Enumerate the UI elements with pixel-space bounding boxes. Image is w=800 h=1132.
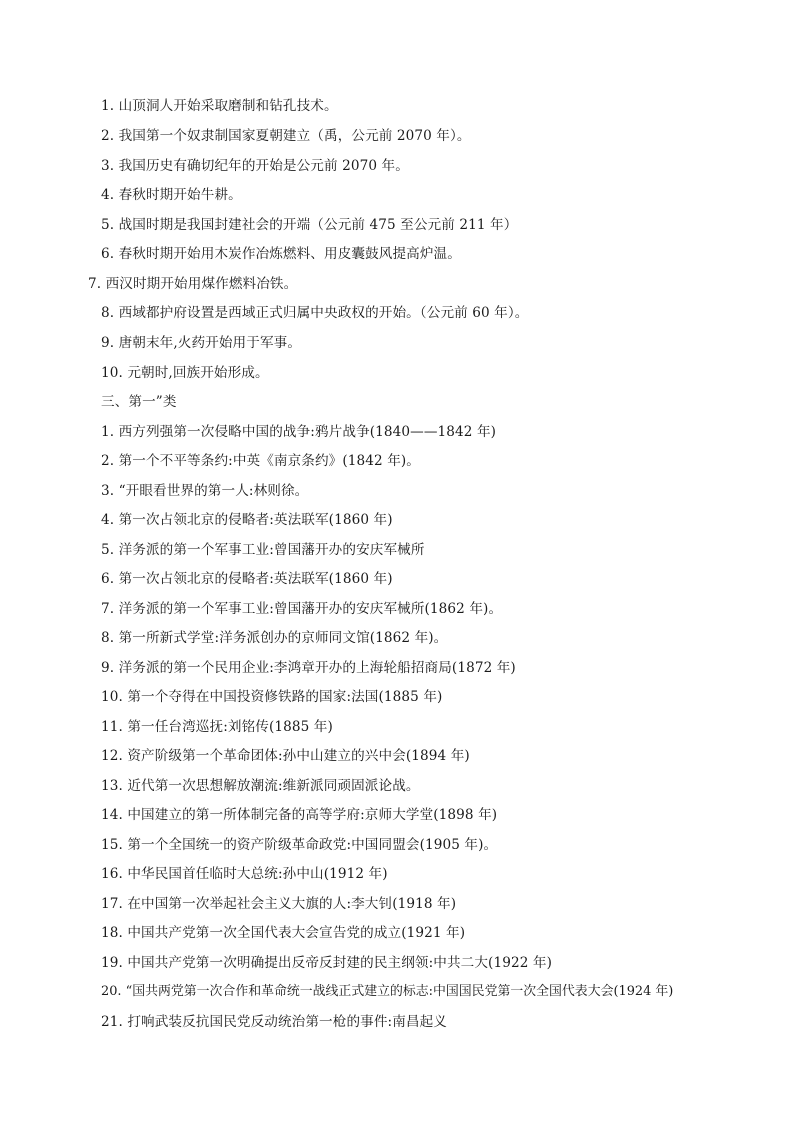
list-item: 3. 我国历史有确切纪年的开始是公元前 2070 年。 xyxy=(101,158,409,174)
list-item: 9. 洋务派的第一个民用企业:李鸿章开办的上海轮船招商局(1872 年) xyxy=(101,660,516,676)
list-item: 11. 第一任台湾巡抚:刘铭传(1885 年) xyxy=(101,719,333,735)
list-item: 5. 战国时期是我国封建社会的开端（公元前 475 至公元前 211 年） xyxy=(101,217,518,233)
list-item: 16. 中华民国首任临时大总统:孙中山(1912 年) xyxy=(101,866,388,882)
list-item: 2. 我国第一个奴隶制国家夏朝建立（禹，公元前 2070 年）。 xyxy=(101,128,471,144)
list-item: 15. 第一个全国统一的资产阶级革命政党:中国同盟会(1905 年)。 xyxy=(101,837,498,853)
list-item: 8. 西域都护府设置是西域正式归属中央政权的开始。（公元前 60 年）。 xyxy=(101,305,529,321)
list-item: 18. 中国共产党第一次全国代表大会宣告党的成立(1921 年) xyxy=(101,925,466,941)
list-item: 20. “国共两党第一次合作和革命统一战线正式建立的标志:中国国民党第一次全国代表大会(1924 年) xyxy=(101,984,674,999)
list-item: 21. 打响武装反抗国民党反动统治第一枪的事件:南昌起义 xyxy=(101,1014,447,1030)
list-item: 1. 西方列强第一次侵略中国的战争:鸦片战争(1840——1842 年) xyxy=(101,424,497,440)
list-item: 10. 第一个夺得在中国投资修铁路的国家:法国(1885 年) xyxy=(101,689,443,705)
list-item: 1. 山顶洞人开始采取磨制和钻孔技术。 xyxy=(101,98,338,114)
list-item: 17. 在中国第一次举起社会主义大旗的人:李大钊(1918 年) xyxy=(101,896,457,912)
list-item: 8. 第一所新式学堂:洋务派创办的京师同文馆(1862 年)。 xyxy=(101,630,448,646)
list-item: 12. 资产阶级第一个革命团体:孙中山建立的兴中会(1894 年) xyxy=(101,748,470,764)
list-item: 19. 中国共产党第一次明确提出反帝反封建的民主纲领:中共二大(1922 年) xyxy=(101,955,552,971)
list-item: 14. 中国建立的第一所体制完备的高等学府:京师大学堂(1898 年) xyxy=(101,807,498,823)
list-item: 7. 洋务派的第一个军事工业:曾国藩开办的安庆军械所(1862 年)。 xyxy=(101,601,503,617)
list-item: 6. 第一次占领北京的侵略者:英法联军(1860 年) xyxy=(101,571,393,587)
list-item: 13. 近代第一次思想解放潮流:维新派同顽固派论战。 xyxy=(101,778,420,794)
list-item: 10. 元朝时,回族开始形成。 xyxy=(101,365,269,381)
list-item: 5. 洋务派的第一个军事工业:曾国藩开办的安庆军械所 xyxy=(101,542,425,558)
list-item: 4. 春秋时期开始牛耕。 xyxy=(101,187,242,203)
list-item: 2. 第一个不平等条约:中英《南京条约》(1842 年)。 xyxy=(101,453,420,469)
list-item: 7. 西汉时期开始用煤作燃料冶铁。 xyxy=(88,276,298,292)
list-item: 3. “开眼看世界的第一人:林则徐。 xyxy=(101,483,309,499)
list-item: 6. 春秋时期开始用木炭作冶炼燃料、用皮囊鼓风提高炉温。 xyxy=(101,246,461,262)
section-heading: 三、第一”类 xyxy=(101,394,177,410)
list-item: 9. 唐朝末年,火药开始用于军事。 xyxy=(101,335,302,351)
list-item: 4. 第一次占领北京的侵略者:英法联军(1860 年) xyxy=(101,512,393,528)
